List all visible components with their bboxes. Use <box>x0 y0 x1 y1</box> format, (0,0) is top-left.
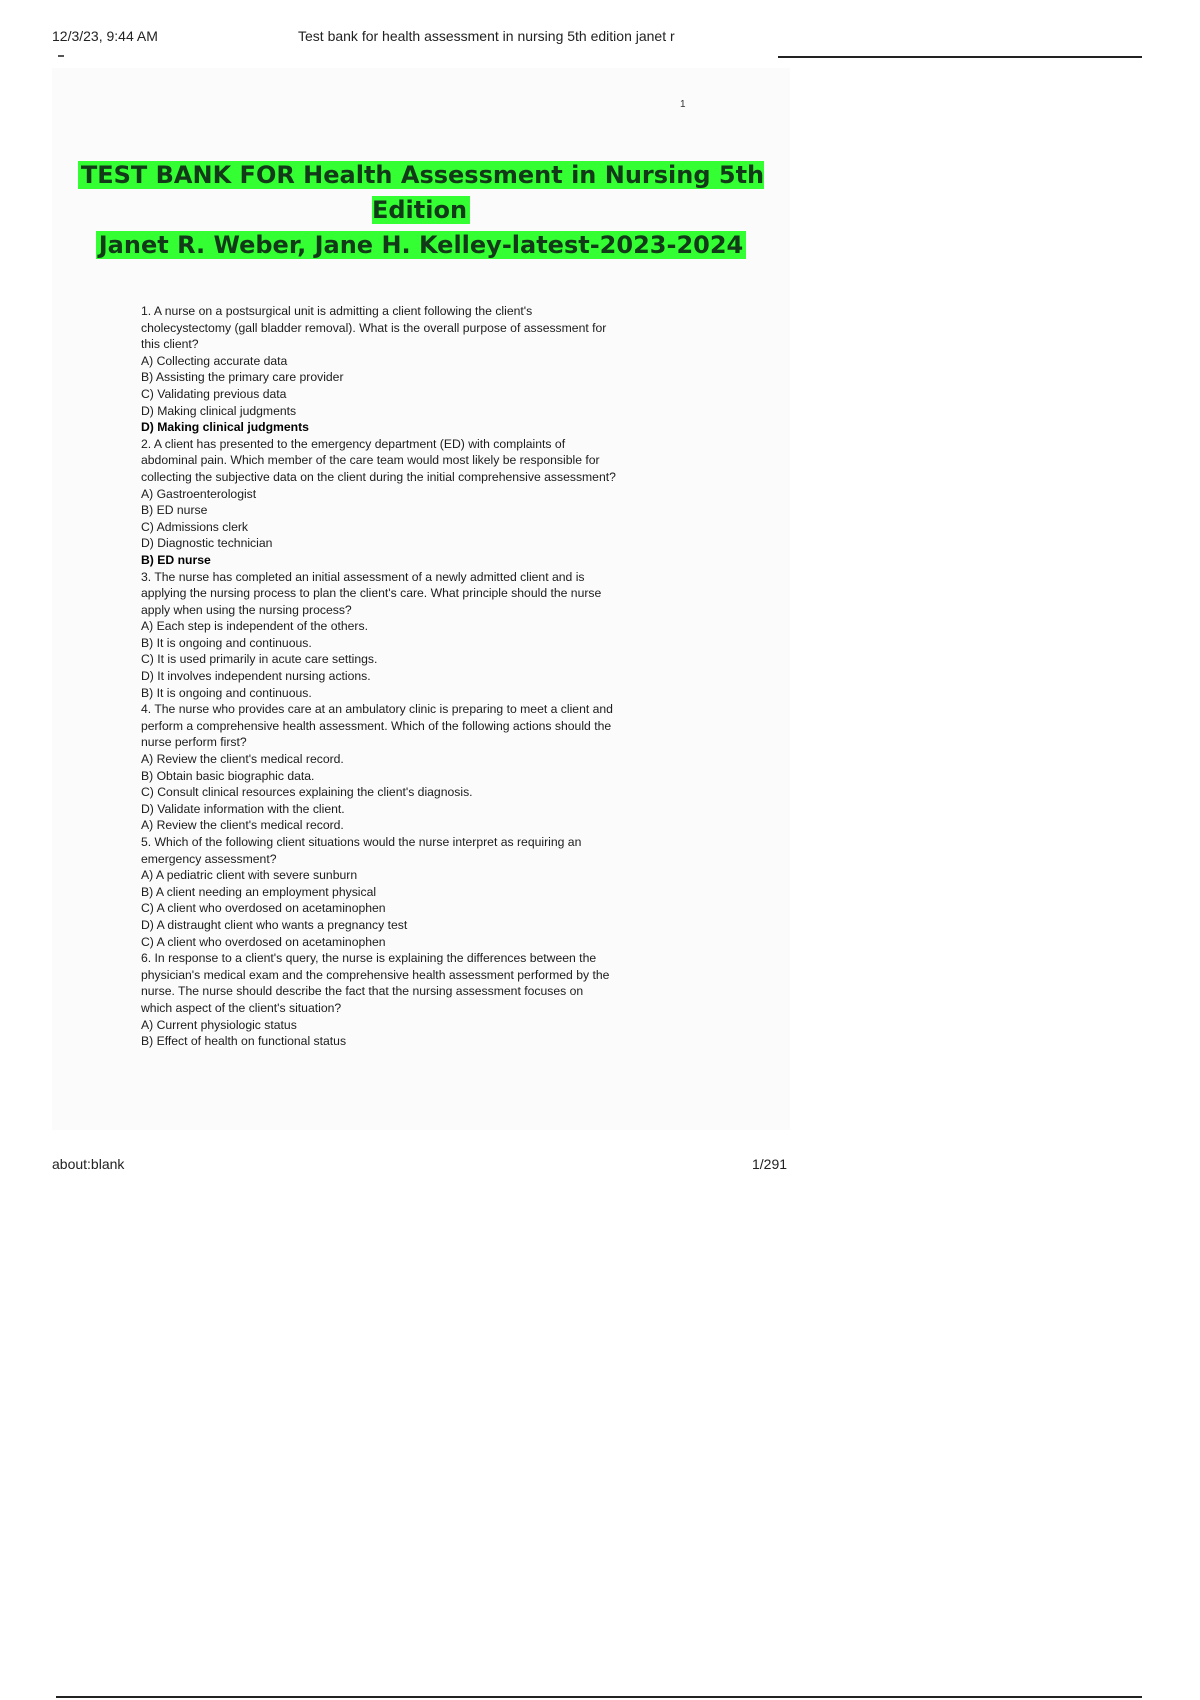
question-text-line: D) Diagnostic technician <box>141 536 273 551</box>
question-text-line: 6. In response to a client's query, the nurse is explaining the differences between the <box>141 951 597 966</box>
question-text-line: D) A distraught client who wants a pregnancy test <box>141 917 408 932</box>
question-text-line: B) Effect of health on functional status <box>141 1034 347 1049</box>
question-text-line: 5. Which of the following client situations would the nurse interpret as requiring an <box>141 835 582 849</box>
question-text-line: C) Validating previous data <box>141 386 287 401</box>
question-text-line: B) ED nurse <box>141 503 208 518</box>
question-text-line: A) A pediatric client with severe sunburn <box>141 868 358 883</box>
bottom-rule <box>56 1696 1142 1698</box>
answer-key-line: B) ED nurse <box>141 552 211 567</box>
print-footer-url: about:blank <box>52 1156 125 1172</box>
question-text-line: C) A client who overdosed on acetaminophen <box>141 901 386 916</box>
title-line-1: TEST BANK FOR Health Assessment in Nursing 5th Edition <box>78 161 764 224</box>
question-text-line: C) It is used primarily in acute care settings. <box>141 652 378 667</box>
question-text-line: abdominal pain. Which member of the care team would most likely be responsible for <box>141 453 600 468</box>
print-header-date: 12/3/23, 9:44 AM <box>52 28 158 44</box>
question-text-line: perform a comprehensive health assessment. Which of the following actions should the <box>141 718 612 733</box>
question-text-line: cholecystectomy (gall bladder removal). What is the overall purpose of assessment for <box>141 320 607 335</box>
question-text-line: nurse perform first? <box>141 735 247 750</box>
title-line-2: Janet R. Weber, Jane H. Kelley-latest-2023-2024 <box>96 231 746 259</box>
question-text-line: B) A client needing an employment physical <box>141 884 377 899</box>
question-text-line: this client? <box>141 337 199 352</box>
question-text-line: which aspect of the client's situation? <box>141 1000 342 1015</box>
question-text-line: 4. The nurse who provides care at an ambulatory clinic is preparing to meet a client and <box>141 702 613 717</box>
question-text-line: emergency assessment? <box>141 851 277 866</box>
question-text-line: D) It involves independent nursing actions. <box>141 669 371 684</box>
question-text-line: B) It is ongoing and continuous. <box>141 685 312 700</box>
question-text-line: D) Validate information with the client. <box>141 801 345 816</box>
question-text-line: A) Current physiologic status <box>141 1017 297 1032</box>
print-header-title: Test bank for health assessment in nursing 5th edition janet r <box>298 28 675 44</box>
question-text-line: physician's medical exam and the comprehensive health assessment performed by the <box>141 967 610 982</box>
question-text-line: nurse. The nurse should describe the fact that the nursing assessment focuses on <box>141 984 584 999</box>
question-text-line: A) Each step is independent of the others. <box>141 619 368 634</box>
question-text-line: D) Making clinical judgments <box>141 403 297 418</box>
question-text-line: apply when using the nursing process? <box>141 602 352 617</box>
question-text-line: A) Review the client's medical record. <box>141 752 344 767</box>
page-number: 1 <box>680 99 686 110</box>
print-footer-page-count: 1/291 <box>752 1156 788 1172</box>
question-text-line: C) A client who overdosed on acetaminophen <box>141 934 386 949</box>
question-text-line: 3. The nurse has completed an initial assessment of a newly admitted client and is <box>141 569 585 584</box>
question-text-line: A) Gastroenterologist <box>141 486 257 501</box>
question-text-line: B) Obtain basic biographic data. <box>141 768 315 783</box>
question-text-line: C) Admissions clerk <box>141 519 249 534</box>
question-text-line: B) Assisting the primary care provider <box>141 370 344 385</box>
question-text-line: collecting the subjective data on the client during the initial comprehensive assessment? <box>141 469 616 484</box>
question-text-line: A) Collecting accurate data <box>141 353 288 368</box>
question-text-line: B) It is ongoing and continuous. <box>141 635 312 650</box>
question-text-line: applying the nursing process to plan the client's care. What principle should the nurse <box>141 586 602 601</box>
question-text-line: C) Consult clinical resources explaining the client's diagnosis. <box>141 785 473 800</box>
question-text-line: A) Review the client's medical record. <box>141 818 344 833</box>
question-text-line: 1. A nurse on a postsurgical unit is admitting a client following the client's <box>141 304 533 318</box>
document-title <box>52 158 790 263</box>
header-tick-mark <box>58 55 64 57</box>
answer-key-line: D) Making clinical judgments <box>141 420 309 435</box>
header-rule <box>778 56 1142 58</box>
question-list <box>141 303 711 1050</box>
question-text-line: 2. A client has presented to the emergency department (ED) with complaints of <box>141 436 566 451</box>
